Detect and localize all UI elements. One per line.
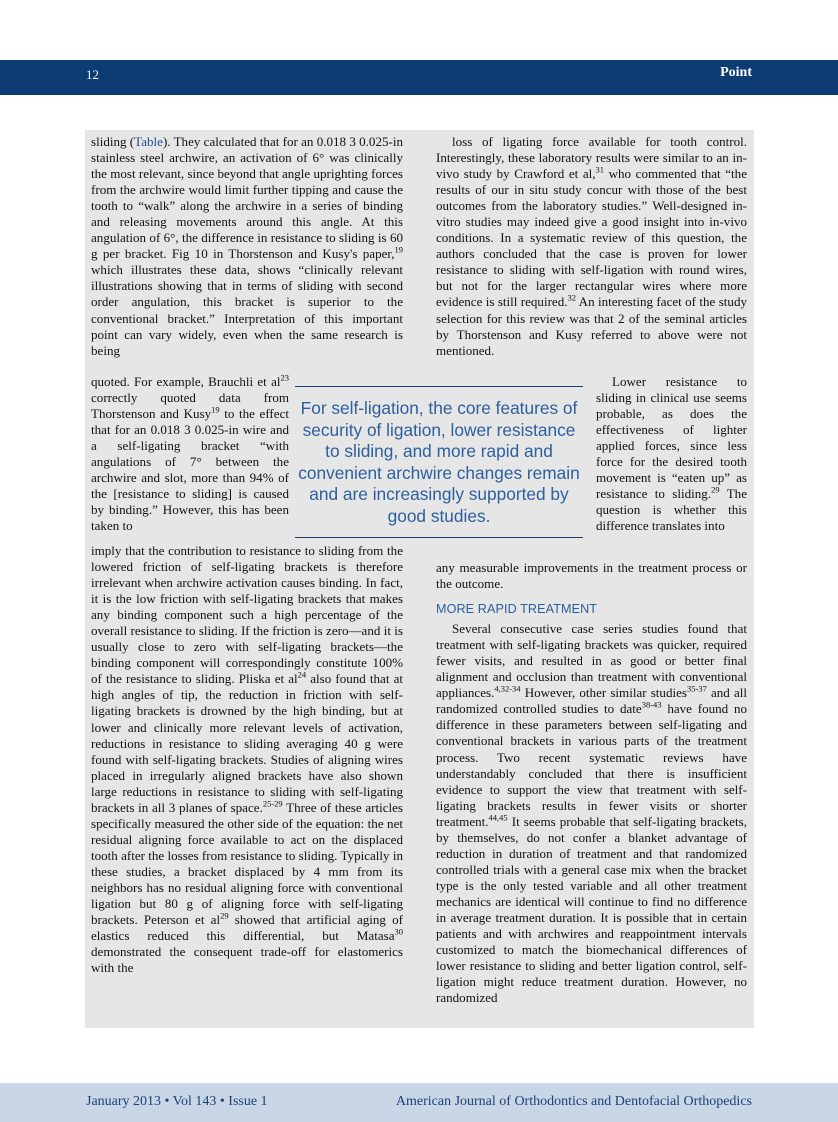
paragraph: quoted. For example, Brauchli et $al^{23}$ correctly quoted data from Thorstenson and Kusy$^{19}$ to the effect that for an 0.018 3 0.025-in wire and a self-ligating bracket “with angulations of 7° between the archwire and slot, more than 94% of the [resistance to sliding] is caused by binding.” However, this has been taken to — [91, 372, 289, 534]
citation-superscript[interactable]: 24 — [297, 670, 307, 681]
citation-superscript[interactable]: 38-43 — [641, 700, 662, 711]
paragraph-continuation — [436, 560, 747, 592]
citation-superscript[interactable]: 19 — [394, 244, 403, 255]
paragraph: any measurable improvements in the treatment process or the outcome. — [436, 560, 747, 592]
pull-quote-text: For self-ligation, the core features of security of ligation, lower resistance to sliding, and more rapid and convenient archwire changes remain and are increasingly supported by good studies. — [298, 398, 580, 526]
citation-superscript[interactable]: 29 — [711, 484, 720, 495]
section-label: Point — [720, 65, 752, 80]
pull-quote — [295, 386, 583, 538]
column-1-top — [91, 134, 403, 359]
citation-superscript[interactable]: 31 — [595, 164, 605, 175]
journal-title: American Journal of Orthodontics and Dentofacial Orthopedics — [395, 1094, 752, 1109]
paragraph: Lower resistance to sliding in clinical use seems probable, as does the effectiveness of lighter applied forces, since less force for the desired tooth movement is “eaten up” as resistance to sliding.$^{29}$ The question is whether this difference translates into — [596, 374, 747, 534]
page-number: 12 — [86, 67, 99, 82]
citation-superscript[interactable]: 19 — [211, 404, 220, 415]
citation-superscript[interactable]: 25-29 — [262, 798, 283, 809]
paragraph: imply that the contribution to resistance to sliding from the lowered friction of self-ligating brackets is therefore irrelevant when archwire activation causes binding. In fact, it is the low friction with self-ligating brackets that makes any binding component such a high percentage of the overall resistance to sliding. If the friction is zero—and it is usually close to zero with self-ligating brackets—the binding component will correspondingly constitute 100% of the resistance to sliding. Pliska et $al^{24}$ also found that at high angles of tip, the reduction in friction with self-ligating brackets is drowned by the high binding, but at lower and clinically more relevant levels of activation, reductions in resistance to sliding averaging 40 g were found with self-ligating brackets. Studies of aligning wires placed in irregularly aligned brackets have also shown large reductions in resistance to sliding with self-ligating brackets in all 3 planes of space.$^{25-29}$ Three of these articles specifically measured the other side of the equation: the net residual aligning force available to act on the displaced tooth after the losses from resistance to sliding. Typically in these studies, a bracket displaced by 4 mm from its neighbors has no residual aligning force with conventional ligation but 80 g of aligning force with self-ligating brackets. Peterson et $al^{29}$ showed that artificial aging of elastics reduced this differential, but Matasa$^{30}$ demonstrated the consequent trade-off for elastomerics with the — [91, 543, 404, 976]
column-1-bottom — [91, 543, 403, 976]
paragraph: sliding (Table). They calculated that for an 0.018 3 0.025-in stainless steel archwire, an activation of 6° was clinically the most relevant, since beyond that angle uprighting forces from the archwire would limit further tipping and cause the tooth to “walk” along the archwire in a series of binding and releasing movements around this angle. At this angulation of 6°, the difference in resistance to sliding is 60 g per bracket. Fig 10 in Thorstenson and Kusy's paper,$^{19}$ which illustrates these data, shows “clinically relevant illustrations showing that in terms of sliding with second order angulation, this bracket is superior to the conventional bracket.” Interpretation of this important point can vary widely, even when the same research is being — [91, 134, 403, 358]
issue-info: January 2013 • Vol 143 • Issue 1 — [86, 1094, 268, 1109]
section-heading: MORE RAPID TREATMENT — [436, 602, 598, 617]
citation-superscript[interactable]: 29 — [220, 910, 229, 921]
citation-superscript[interactable]: 35-37 — [686, 683, 707, 694]
citation-superscript[interactable]: 30 — [394, 926, 403, 937]
column-2-top — [436, 134, 747, 359]
running-header — [0, 60, 838, 95]
column-1-beside-quote — [91, 374, 289, 534]
citation-superscript[interactable]: 44,45 — [488, 812, 508, 823]
citation-superscript[interactable]: 4,32-34 — [494, 683, 521, 694]
section-body — [436, 621, 747, 1006]
running-footer — [0, 1083, 838, 1122]
citation-superscript[interactable]: 32 — [567, 293, 576, 304]
column-2-bottom — [436, 560, 747, 1006]
paragraph: loss of ligating force available for tooth control. Interestingly, these laboratory results were similar to an in-vivo study by Crawford et al,$^{31}$ who commented that “the results of our in situ study concur with those of the best outcomes from the laboratory studies.” Well-designed in-vitro studies may indeed give a good insight into in-vivo conditions. In a systematic review of this question, the authors concluded that the case is proven for lower resistance to sliding with self-ligation with round wires, but not for the larger rectangular wires where more evidence is still required.$^{32}$ An interesting facet of the study selection for this review was that 2 of the seminal articles by Thorstenson and Kusy referred to above were not mentioned. — [436, 134, 747, 358]
table-link[interactable]: Table — [134, 134, 163, 149]
citation-superscript[interactable]: 23 — [280, 372, 289, 383]
paragraph: Several consecutive case series studies found that treatment with self-ligating brackets was quicker, required fewer visits, and resulted in as good or better final alignment and occlusion than treatment with conventional appliances.$^{4,32-34}$ However, other similar studies$^{35-37}$ and all randomized controlled studies to date$^{38-43}$ have found no difference in these parameters between self-ligating and conventional brackets in various parts of the treatment process. Two recent systematic reviews have understandably concluded that there is insufficient evidence to support the view that treatment with self-ligating brackets results in fewer visits or shorter treatment.$^{44,45}$ It seems probable that self-ligating brackets, by themselves, do not confer a blanket advantage of reduction in duration of treatment and that randomized controlled trials with a general case mix when the bracket type is the only tested variable and all other treatment mechanics are identical will continue to find no difference in average treatment duration. It is possible that in certain patients and with archwires and reappointment intervals customized to match the biomechanical differences of lower resistance to sliding and better ligation control, self-ligation might reduce treatment duration. However, no randomized — [436, 621, 748, 1006]
column-2-beside-quote — [596, 374, 747, 534]
